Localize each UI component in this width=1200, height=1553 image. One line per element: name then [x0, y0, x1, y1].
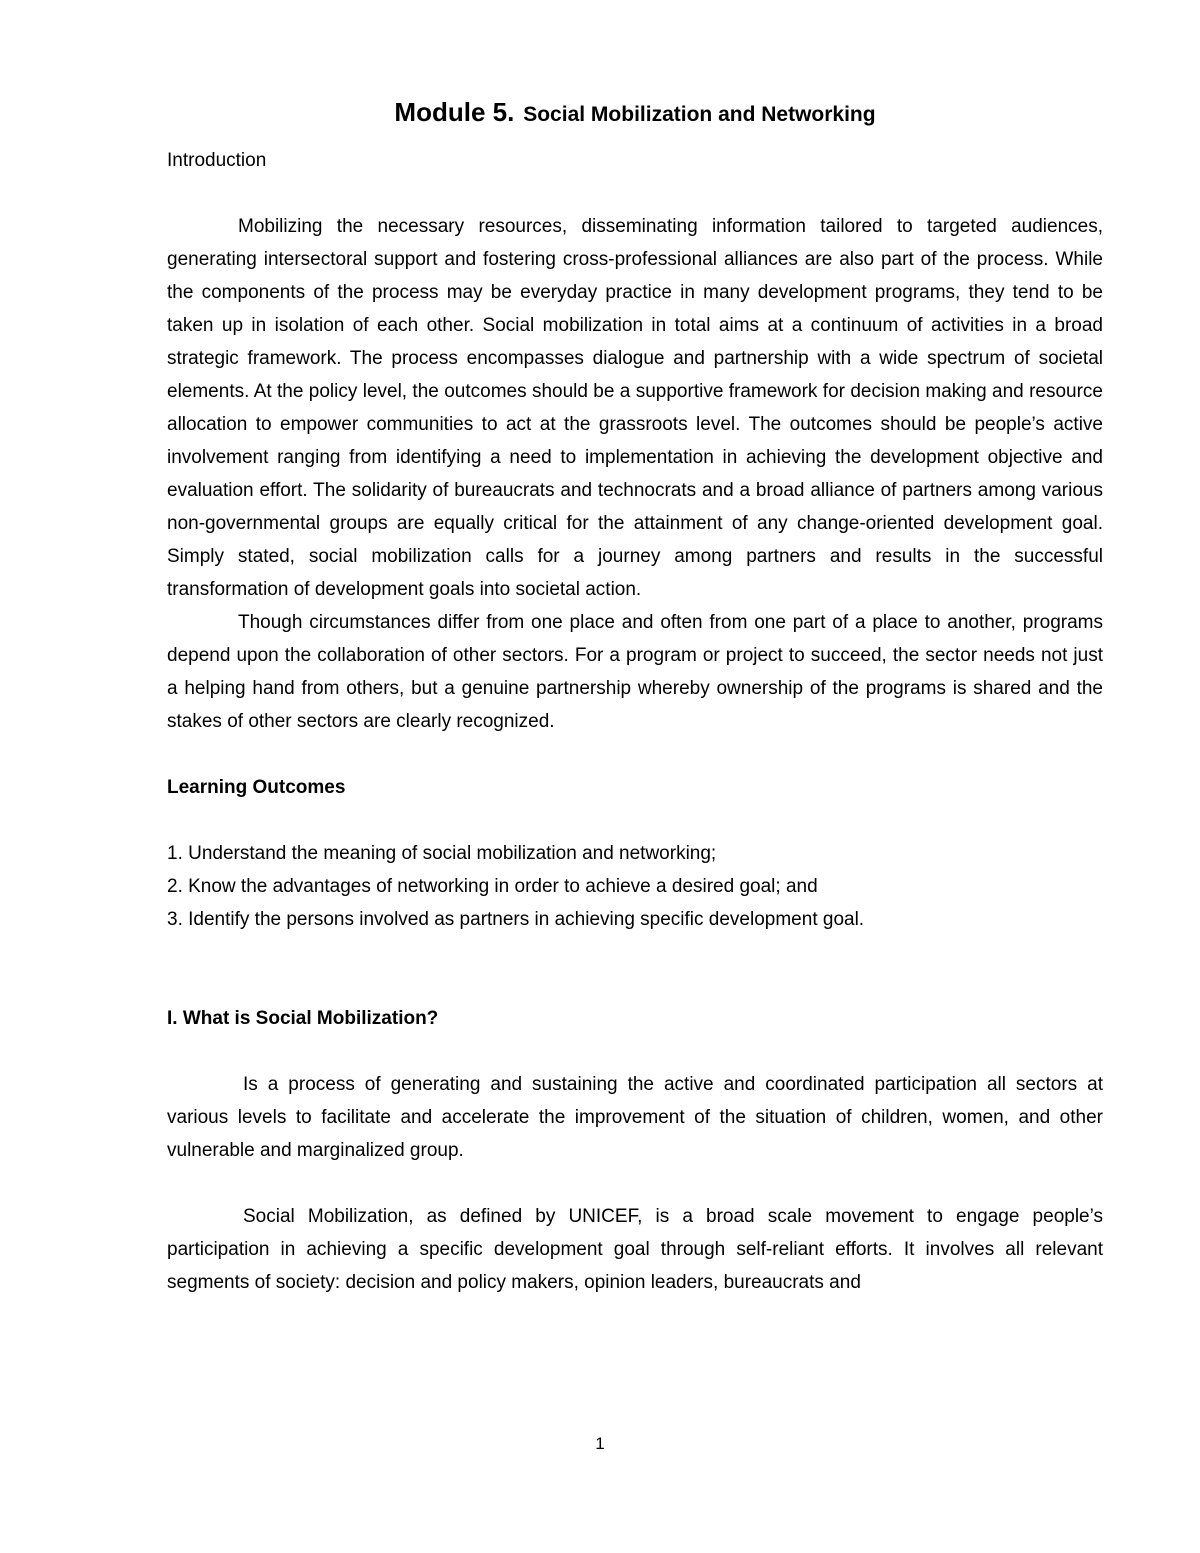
- spacer: [167, 128, 1103, 144]
- spacer: [167, 177, 1103, 210]
- title-module-name: Social Mobilization and Networking: [523, 103, 876, 126]
- learning-outcome-item: 2. Know the advantages of networking in order to achieve a desired goal; and: [167, 876, 818, 897]
- learning-outcomes-list: [167, 837, 1103, 936]
- intro-paragraph-1: Mobilizing the necessary resources, disseminating information tailored to targeted audiences, generating intersectoral support and fostering cross-professional alliances are also part of the process. While the components of the process may be everyday practice in many development programs, they tend to be taken up in isolation of each other. Social mobilization in total aims at a continuum of activities in a broad strategic framework. The process encompasses dialogue and partnership with a wide spectrum of societal elements. At the policy level, the outcomes should be a supportive framework for decision making and resource allocation to empower communities to act at the grassroots level. The outcomes should be people’s active involvement ranging from identifying a need to implementation in achieving the development objective and evaluation effort. The solidarity of bureaucrats and technocrats and a broad alliance of partners among various non-governmental groups are equally critical for the attainment of any change-oriented development goal. Simply stated, social mobilization calls for a journey among partners and results in the successful transformation of development goals into societal action.: [167, 216, 1103, 600]
- learning-outcome-item: 3. Identify the persons involved as partners in achieving specific development goal.: [167, 909, 865, 930]
- spacer: [167, 738, 1103, 771]
- introduction-heading: Introduction: [167, 150, 267, 171]
- section1-paragraph-1: Is a process of generating and sustaining the active and coordinated participation all sectors at various levels to facilitate and accelerate the improvement of the situation of children, women, and other vulnerable and marginalized group.: [167, 1074, 1103, 1161]
- spacer: [167, 936, 1103, 969]
- learning-outcomes-heading: Learning Outcomes: [167, 777, 346, 798]
- section1-paragraph-2: Social Mobilization, as defined by UNICEF, is a broad scale movement to engage people’s participation in achieving a specific development goal through self-reliant efforts. It involves all relevant segments of society: decision and policy makers, opinion leaders, bureaucrats and: [167, 1206, 1103, 1293]
- spacer: [167, 1035, 1103, 1068]
- spacer: [167, 969, 1103, 1002]
- page-title: [167, 92, 1103, 128]
- page-content: [167, 92, 1103, 1299]
- spacer: [167, 1167, 1103, 1200]
- spacer: [167, 804, 1103, 837]
- section1-heading: I. What is Social Mobilization?: [167, 1008, 439, 1029]
- learning-outcome-item: 1. Understand the meaning of social mobilization and networking;: [167, 843, 717, 864]
- title-module-number: Module 5.: [394, 97, 515, 127]
- intro-paragraph-2: Though circumstances differ from one place and often from one part of a place to another, programs depend upon the collaboration of other sectors. For a program or project to succeed, the sector needs not just a helping hand from others, but a genuine partnership whereby ownership of the programs is shared and the stakes of other sectors are clearly recognized.: [167, 612, 1103, 732]
- page-number: 1: [595, 1434, 605, 1453]
